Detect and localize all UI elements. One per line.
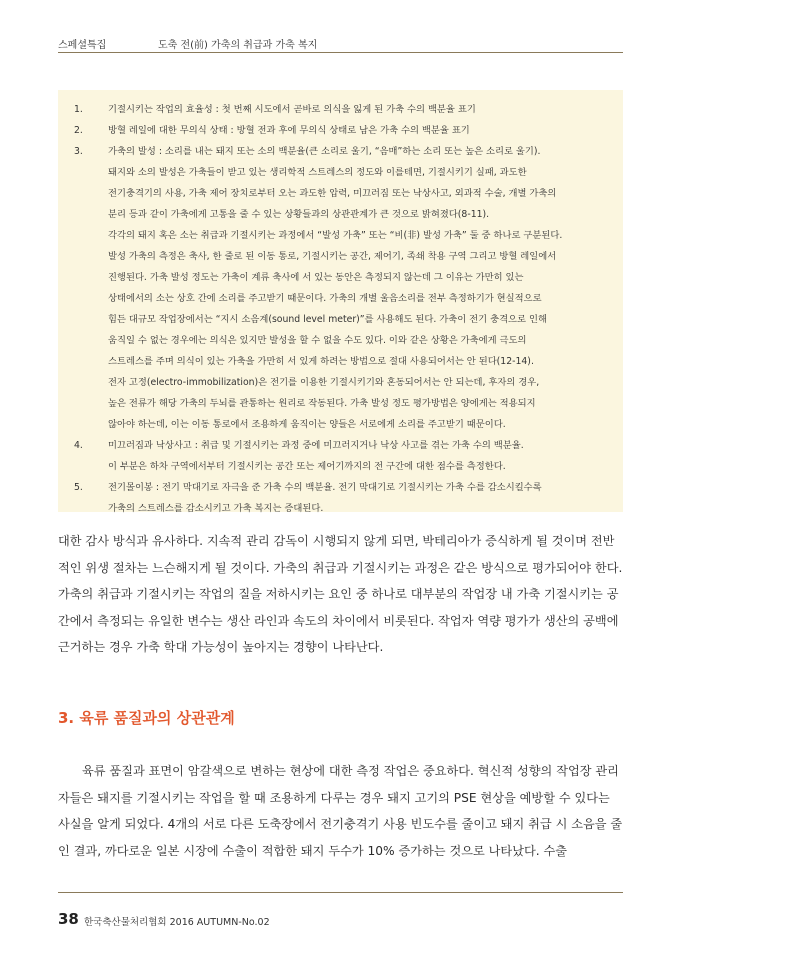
criteria-line: 전기충격기의 사용, 가축 제어 장치로부터 오는 과도한 압력, 미끄러짐 또는 낙상사고, 외과적 수술, 개별 가축의: [108, 188, 557, 199]
journal-issue: 한국축산물처리협회 2016 AUTUMN-No.02: [84, 917, 270, 928]
header-section-label: 스페셜특집: [58, 40, 107, 51]
criteria-item: [74, 141, 607, 435]
criteria-line: 스트레스를 주며 의식이 있는 가축을 가만히 서 있게 하려는 방법으로 절대 사용되어서는 안 된다(12-14).: [108, 356, 534, 367]
criteria-line: 미끄러짐과 낙상사고 : 취급 및 기절시키는 과정 중에 미끄러지거나 낙상 사고를 겪는 가축 수의 백분율.: [108, 440, 524, 451]
body-paragraph-1: 대한 감사 방식과 유사하다. 지속적 관리 감독이 시행되지 않게 되면, 박테리아가 증식하게 될 것이며 전반적인 위생 절차는 느슨해지게 될 것이다. 가축의 취급과 기절시키는 과정은 같은 방식으로 평가되어야 한다. 가축의 취급과 기절시키는 작업의 질을 저하시키는 요인 중 하나로 대부분의 작업장 내 가축 기절시키는 공간에서 측정되는 유일한 변수는 생산 라인과 속도의 차이에서 비롯된다. 작업자 역량 평가가 생산의 공백에 근거하는 경우 가축 학대 가능성이 높아지는 경향이 나타난다.: [58, 534, 623, 654]
criteria-line: 기절시키는 작업의 효율성 : 첫 번째 시도에서 곧바로 의식을 잃게 된 가축 수의 백분율 표기: [108, 104, 476, 115]
criteria-line: 움직일 수 없는 경우에는 의식은 있지만 발성을 할 수 없을 수도 있다. 이와 같은 상황은 가축에게 극도의: [108, 335, 527, 346]
criteria-item: [74, 477, 607, 519]
header-article-title: 도축 전(前) 가축의 취급과 가축 복지: [158, 40, 318, 51]
criteria-line: 전기몰이봉 : 전기 막대기로 자극을 준 가축 수의 백분율. 전기 막대기로 기절시키는 가축 수를 감소시킬수록: [108, 482, 542, 493]
page-number: 38: [58, 910, 79, 928]
criteria-line: 진행된다. 가축 발성 정도는 가축이 계류 축사에 서 있는 동안은 측정되지 않는데 그 이유는 가만히 있는: [108, 272, 524, 283]
header-divider: [58, 52, 623, 53]
running-header: [58, 36, 623, 52]
criteria-number: 1.: [74, 104, 83, 115]
criteria-line: 가축의 스트레스를 감소시키고 가축 복지는 증대된다.: [108, 503, 324, 514]
criteria-item: [74, 435, 607, 477]
footer-divider: [58, 892, 623, 893]
criteria-line: 방혈 레일에 대한 무의식 상태 : 방혈 전과 후에 무의식 상태로 남은 가축 수의 백분율 표기: [108, 125, 470, 136]
criteria-line: 전자 고정(electro-immobilization)은 전기를 이용한 기절시키기와 혼동되어서는 안 되는데, 후자의 경우,: [108, 377, 540, 388]
criteria-line: 분리 등과 같이 가축에게 고통을 줄 수 있는 상황들과의 상관관계가 큰 것으로 밝혀졌다(8-11).: [108, 209, 490, 220]
criteria-item: [74, 99, 607, 120]
evaluation-criteria-box: [58, 90, 623, 512]
body-paragraph-2: 육류 품질과 표면이 암갈색으로 변하는 현상에 대한 측정 작업은 중요하다. 혁신적 성향의 작업장 관리자들은 돼지를 기절시키는 작업을 할 때 조용하게 다루는 경우 돼지 고기의 PSE 현상을 예방할 수 있다는 사실을 알게 되었다. 4개의 서로 다른 도축장에서 전기충격기 사용 빈도수를 줄이고 돼지 취급 시 소음을 줄인 결과, 까다로운 일본 시장에 수출이 적합한 돼지 두수가 10% 증가하는 것으로 나타났다. 수출: [58, 764, 623, 858]
criteria-line: 돼지와 소의 발성은 가축들이 받고 있는 생리학적 스트레스의 정도와 이를테면, 기절시키기 실패, 과도한: [108, 167, 527, 178]
criteria-line: 각각의 돼지 혹은 소는 취급과 기절시키는 과정에서 “발성 가축” 또는 “비(非) 발성 가축” 둘 중 하나로 구분된다.: [108, 230, 563, 241]
criteria-number: 3.: [74, 146, 83, 157]
criteria-line: 힘든 대규모 작업장에서는 “지시 소음계(sound level meter)”를 사용해도 된다. 가축이 전기 충격으로 인해: [108, 314, 547, 325]
criteria-number: 4.: [74, 440, 83, 451]
criteria-line: 상태에서의 소는 상호 간에 소리를 주고받기 때문이다. 가축의 개별 울음소리를 전부 측정하기가 현실적으로: [108, 293, 542, 304]
section-heading: 3. 육류 품질과의 상관관계: [58, 709, 235, 727]
criteria-line: 높은 전류가 해당 가축의 두뇌를 관통하는 원리로 작동된다. 가축 발성 정도 평가방법은 양에게는 적용되지: [108, 398, 536, 409]
criteria-number: 2.: [74, 125, 83, 136]
criteria-item: [74, 120, 607, 141]
criteria-line: 발성 가축의 측정은 축사, 한 줄로 된 이동 통로, 기절시키는 공간, 제어기, 족쇄 착용 구역 그리고 방혈 레일에서: [108, 251, 557, 262]
criteria-line: 가축의 발성 : 소리를 내는 돼지 또는 소의 백분율(큰 소리로 울기, “음매”하는 소리 또는 높은 소리로 울기).: [108, 146, 541, 157]
criteria-line: 않아야 하는데, 이는 이동 통로에서 조용하게 움직이는 양들은 서로에게 소리를 주고받기 때문이다.: [108, 419, 506, 430]
criteria-list: [74, 99, 607, 519]
criteria-number: 5.: [74, 482, 83, 493]
criteria-line: 이 부분은 하차 구역에서부터 기절시키는 공간 또는 제어기까지의 전 구간에 대한 점수를 측정한다.: [108, 461, 506, 472]
